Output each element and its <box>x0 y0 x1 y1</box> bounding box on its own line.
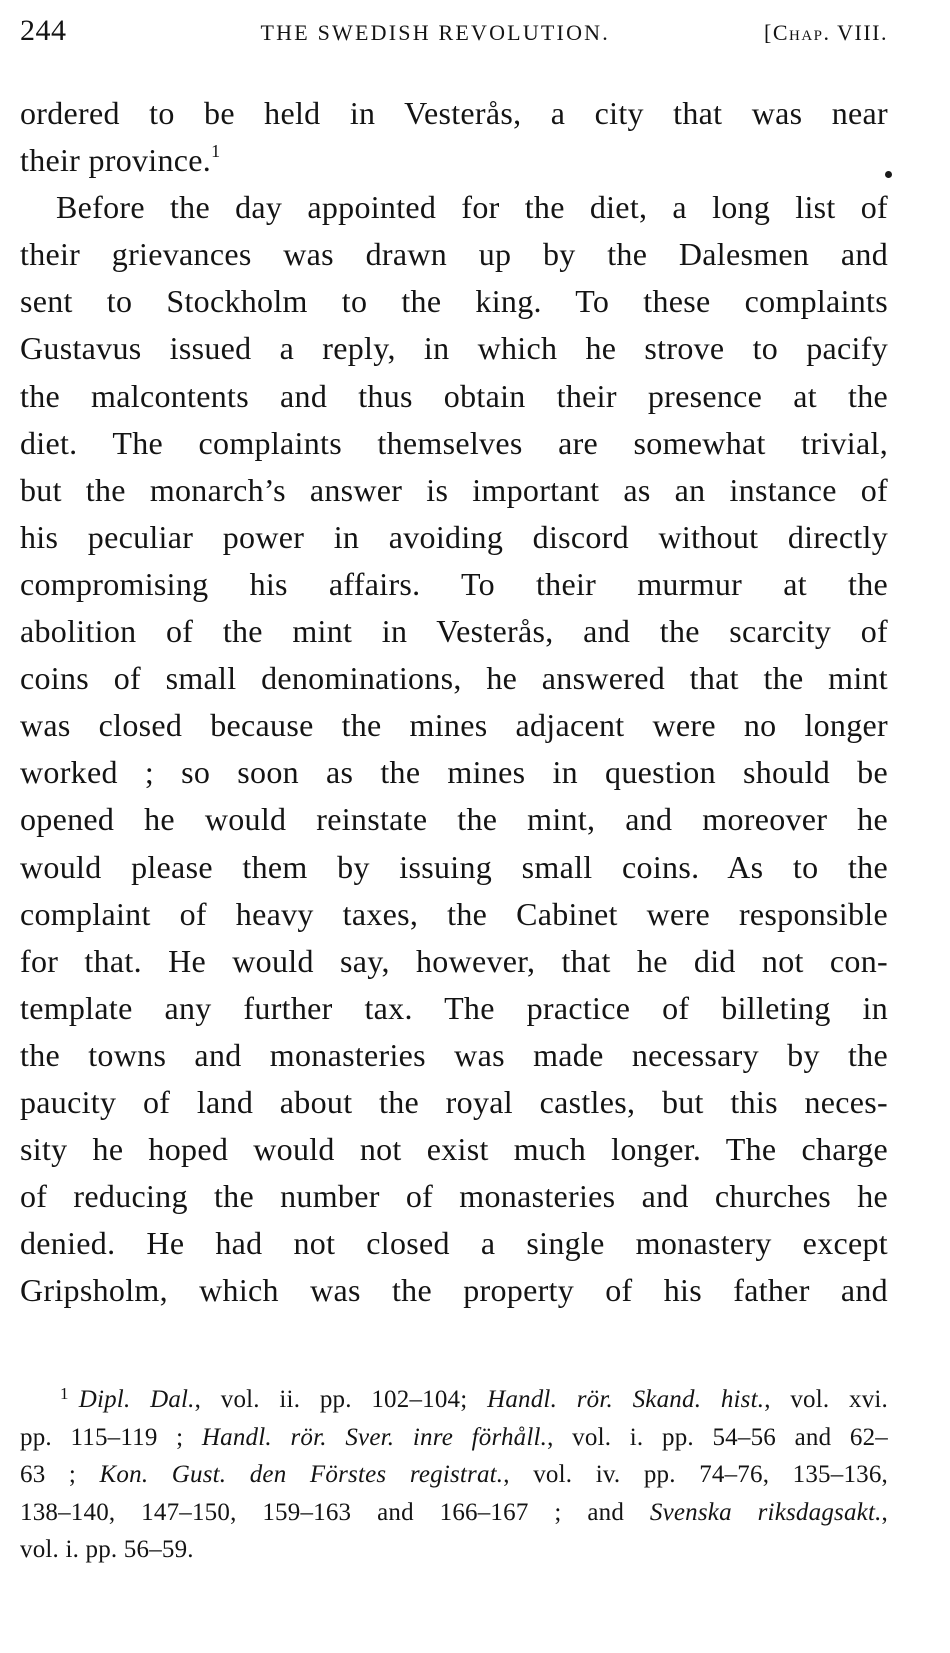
chapter-number: VIII. <box>837 20 888 45</box>
citation-title: Handl. rör. Skand. hist. <box>487 1386 765 1413</box>
text-line: ordered to be held in Vesterås, a city that was near <box>20 95 888 131</box>
footnote-line <box>20 1419 888 1457</box>
text-line <box>20 137 888 184</box>
citation-detail: , vol. xvi. <box>764 1386 888 1413</box>
citation-detail: , vol. iv. pp. 74–76, 135–136, <box>503 1461 888 1488</box>
citation-title: Svenska riksdagsakt. <box>649 1498 882 1526</box>
text-line: but the monarch’s answer is important as an instance of <box>20 471 888 508</box>
footnote-line: vol. i. pp. 56–59. <box>20 1536 194 1563</box>
text-line: would please them by issuing small coins. As to the <box>20 848 888 885</box>
text-line: worked ; so soon as the mines in question should be <box>20 754 888 791</box>
footnote <box>20 1375 888 1569</box>
footnote-line <box>20 1375 888 1419</box>
body-text <box>20 90 888 1314</box>
text-line: sity he hoped would not exist much longer. The charge <box>20 1131 888 1168</box>
chapter-reference <box>764 20 888 46</box>
text-line: of reducing the number of monasteries and churches he <box>20 1178 888 1215</box>
citation-detail: pp. 115–119 ; <box>20 1423 184 1451</box>
chapter-label: Chap. <box>772 20 831 45</box>
citation-detail: , vol. i. pp. 54–56 and 62– <box>547 1423 888 1451</box>
citation-title: Dipl. Dal. <box>78 1386 195 1413</box>
text-line-content: their province. <box>20 142 212 179</box>
text-line: was closed because the mines adjacent were no longer <box>20 707 888 744</box>
footnote-number: 1 <box>60 1384 69 1403</box>
citation-detail: , vol. ii. pp. 102–104; <box>194 1386 468 1413</box>
text-line: the towns and monasteries was made necessary by the <box>20 1036 888 1073</box>
text-line: coins of small denominations, he answered that the mint <box>20 660 888 697</box>
text-line: abolition of the mint in Vesterås, and the scarcity of <box>20 613 888 650</box>
citation-detail: 63 ; <box>20 1461 77 1488</box>
text-line: for that. He would say, however, that he did not con- <box>20 942 888 979</box>
citation-detail: 138–140, 147–150, 159–163 and 166–167 ; and <box>20 1498 625 1526</box>
text-line: compromising his affairs. To their murmur at the <box>20 565 888 602</box>
chapter-bracket: [ <box>764 20 773 45</box>
text-line: his peculiar power in avoiding discord without directly <box>20 518 888 555</box>
citation-title: Handl. rör. Sver. inre förhåll. <box>201 1423 548 1451</box>
running-head <box>20 14 888 54</box>
text-line: Before the day appointed for the diet, a long list of <box>56 189 888 226</box>
text-line: the malcontents and thus obtain their presence at the <box>20 377 888 414</box>
text-line: opened he would reinstate the mint, and moreover he <box>20 801 888 838</box>
text-line: their grievances was drawn up by the Dalesmen and <box>20 236 888 273</box>
footnote-marker: 1 <box>211 141 221 162</box>
text-line: template any further tax. The practice of billeting in <box>20 989 888 1026</box>
text-line: paucity of land about the royal castles, but this neces- <box>20 1083 888 1120</box>
text-line: Gripsholm, which was the property of his father and <box>20 1272 888 1309</box>
footnote-line <box>20 1456 888 1494</box>
text-line: Gustavus issued a reply, in which he strove to pacify <box>20 330 888 367</box>
book-title: THE SWEDISH REVOLUTION. <box>260 20 610 45</box>
text-line: denied. He had not closed a single monastery except <box>20 1225 888 1262</box>
text-line: sent to Stockholm to the king. To these complaints <box>20 283 888 320</box>
page-number: 244 <box>20 14 67 47</box>
citation-detail: , <box>881 1498 888 1526</box>
footnote-line <box>20 1494 888 1532</box>
text-line: complaint of heavy taxes, the Cabinet were responsible <box>20 895 888 932</box>
text-line: diet. The complaints themselves are somewhat trivial, <box>20 424 888 461</box>
citation-title: Kon. Gust. den Förstes registrat. <box>99 1461 504 1488</box>
